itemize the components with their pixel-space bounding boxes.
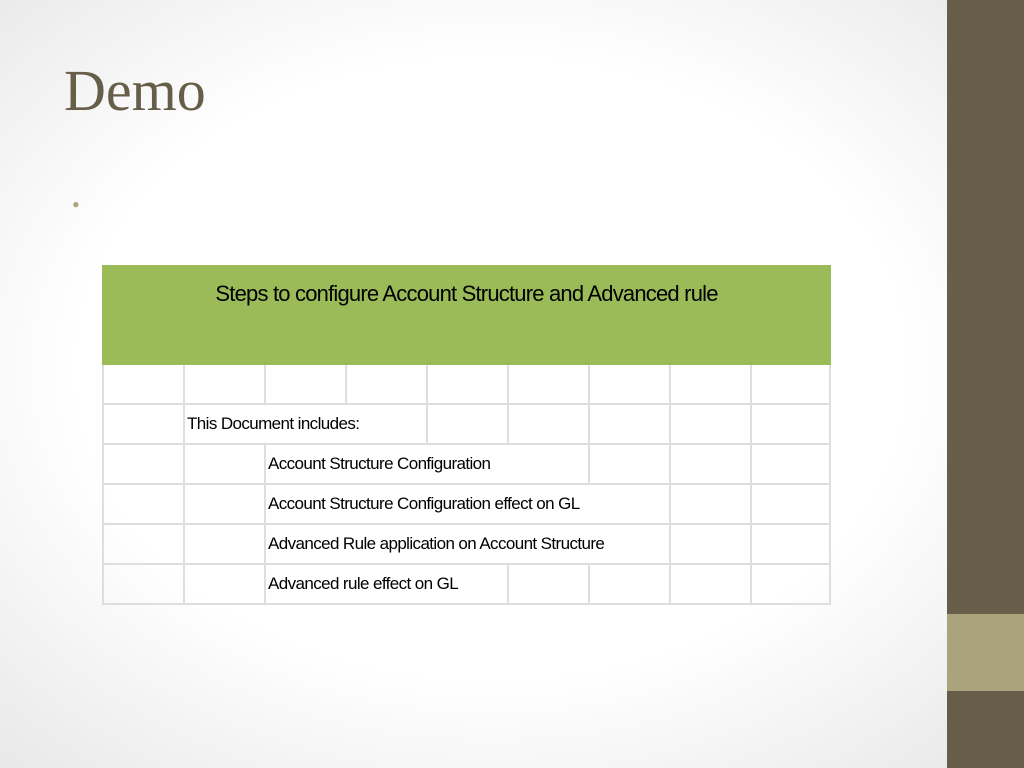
table-cell xyxy=(103,564,184,604)
item-cell: Account Structure Configuration effect on GL xyxy=(265,484,670,524)
table-cell xyxy=(751,564,830,604)
table-cell xyxy=(589,404,670,444)
empty-bullet: • xyxy=(72,192,80,217)
item-cell: Account Structure Configuration xyxy=(265,444,589,484)
side-accent-block xyxy=(947,614,1024,691)
table-cell xyxy=(346,364,427,404)
table-cell xyxy=(670,364,751,404)
table-cell xyxy=(751,524,830,564)
table-cell xyxy=(184,364,265,404)
table-cell xyxy=(265,364,346,404)
table-cell xyxy=(103,444,184,484)
table-cell xyxy=(751,444,830,484)
table-row xyxy=(103,364,830,404)
embedded-spreadsheet-table xyxy=(102,265,831,605)
table-cell xyxy=(184,564,265,604)
table-row xyxy=(103,444,830,484)
table-cell xyxy=(589,444,670,484)
item-cell: Advanced Rule application on Account Structure xyxy=(265,524,670,564)
table-cell xyxy=(670,404,751,444)
intro-cell: This Document includes: xyxy=(184,404,427,444)
table-header-cell: Steps to configure Account Structure and Advanced rule xyxy=(103,266,830,364)
table-cell xyxy=(589,564,670,604)
table-cell xyxy=(508,404,589,444)
item-cell: Advanced rule effect on GL xyxy=(265,564,508,604)
table-cell xyxy=(589,364,670,404)
table-row xyxy=(103,404,830,444)
table-cell xyxy=(427,404,508,444)
table-cell xyxy=(103,524,184,564)
table-row xyxy=(103,484,830,524)
table-cell xyxy=(751,484,830,524)
table-cell xyxy=(670,564,751,604)
slide-title: Demo xyxy=(64,58,206,123)
table-header-row xyxy=(103,266,830,364)
table-cell xyxy=(751,364,830,404)
table-cell xyxy=(508,364,589,404)
table-row xyxy=(103,564,830,604)
table-cell xyxy=(508,564,589,604)
table-cell xyxy=(751,404,830,444)
table-cell xyxy=(670,484,751,524)
table-cell xyxy=(184,484,265,524)
table-cell xyxy=(184,444,265,484)
table-cell xyxy=(103,484,184,524)
table-cell xyxy=(670,524,751,564)
table-cell xyxy=(103,364,184,404)
table-cell xyxy=(670,444,751,484)
table-row xyxy=(103,524,830,564)
table-cell xyxy=(103,404,184,444)
table-cell xyxy=(427,364,508,404)
table-cell xyxy=(184,524,265,564)
